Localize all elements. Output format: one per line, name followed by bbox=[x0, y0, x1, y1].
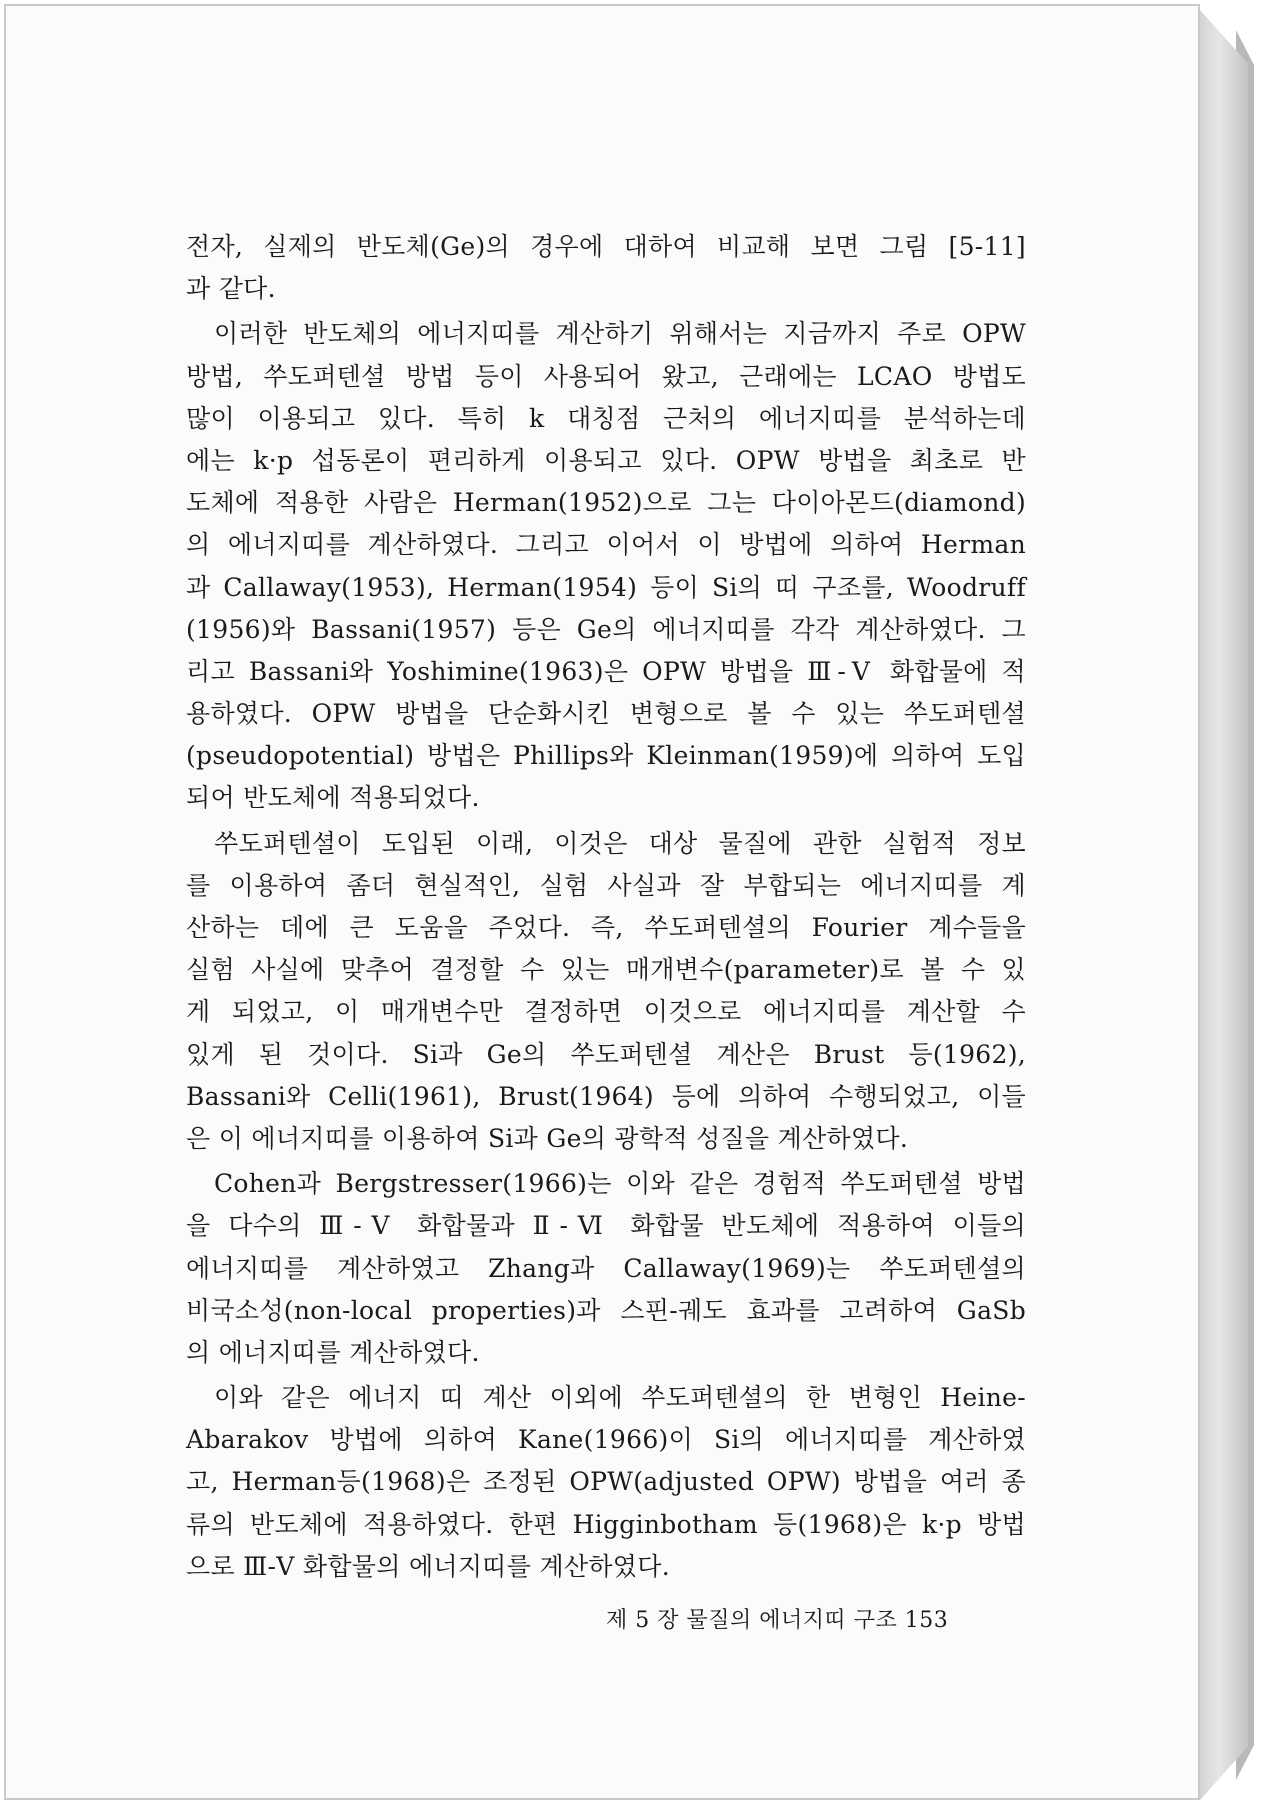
text-line: 도체에 적용한 사람은 Herman(1952)으로 그는 다이아몬드(diamond) bbox=[186, 488, 1026, 518]
page-edge bbox=[1200, 10, 1248, 1800]
text-line: 에너지띠를 계산하였고 Zhang과 Callaway(1969)는 쑤도퍼텐셜의 bbox=[186, 1253, 1026, 1283]
text-line: 용하였다. OPW 방법을 단순화시킨 변형으로 볼 수 있는 쑤도퍼텐셜 bbox=[186, 699, 1026, 729]
text-line: 실험 사실에 맞추어 결정할 수 있는 매개변수(parameter)로 볼 수 있 bbox=[186, 955, 1026, 985]
text-line: 의 에너지띠를 계산하였다. 그리고 이어서 이 방법에 의하여 Herman bbox=[186, 530, 1026, 560]
paragraph-first-line: 이와 같은 에너지 띠 계산 이외에 쑤도퍼텐셜의 한 변형인 Heine- bbox=[214, 1383, 1026, 1413]
text-line: 은 이 에너지띠를 이용하여 Si과 Ge의 광학적 성질을 계산하였다. bbox=[186, 1123, 909, 1153]
text-line: 게 되었고, 이 매개변수만 결정하면 이것으로 에너지띠를 계산할 수 bbox=[186, 997, 1026, 1027]
paragraph-first-line: Cohen과 Bergstresser(1966)는 이와 같은 경험적 쑤도퍼텐셜 방법 bbox=[214, 1169, 1026, 1199]
text-line: 과 같다. bbox=[186, 274, 276, 304]
text-line: 있게 된 것이다. Si과 Ge의 쑤도퍼텐셜 계산은 Brust 등(1962), bbox=[186, 1039, 1026, 1069]
text-line: 전자, 실제의 반도체(Ge)의 경우에 대하여 비교해 보면 그림 [5-11] bbox=[186, 232, 1026, 261]
text-line: 비국소성(non-local properties)과 스핀-궤도 효과를 고려하여 GaSb bbox=[186, 1295, 1026, 1325]
text-line: 많이 이용되고 있다. 특히 k 대칭점 근처의 에너지띠를 분석하는데 bbox=[186, 403, 1026, 433]
text-line: 방법, 쑤도퍼텐셜 방법 등이 사용되어 왔고, 근래에는 LCAO 방법도 bbox=[186, 361, 1026, 391]
paragraph-first-line: 이러한 반도체의 에너지띠를 계산하기 위해서는 지금까지 주로 OPW bbox=[214, 319, 1026, 349]
text-line: 으로 Ⅲ-Ⅴ 화합물의 에너지띠를 계산하였다. bbox=[186, 1551, 670, 1581]
running-footer: 제 5 장 물질의 에너지띠 구조 153 bbox=[606, 1608, 949, 1633]
text-line: Bassani와 Celli(1961), Brust(1964) 등에 의하여 수행되었고, 이들 bbox=[186, 1081, 1026, 1111]
text-line: (1956)와 Bassani(1957) 등은 Ge의 에너지띠를 각각 계산하였다. 그 bbox=[186, 614, 1026, 644]
text-line: 를 이용하여 좀더 현실적인, 실험 사실과 잘 부합되는 에너지띠를 계 bbox=[186, 870, 1026, 900]
text-line: 에는 k·p 섭동론이 편리하게 이용되고 있다. OPW 방법을 최초로 반 bbox=[186, 445, 1026, 475]
text-line: 산하는 데에 큰 도움을 주었다. 즉, 쑤도퍼텐셜의 Fourier 계수들을 bbox=[186, 913, 1026, 942]
body-text bbox=[186, 226, 1026, 1588]
text-line: 과 Callaway(1953), Herman(1954) 등이 Si의 띠 구조를, Woodruff bbox=[186, 572, 1027, 602]
text-line: 의 에너지띠를 계산하였다. bbox=[186, 1337, 480, 1367]
text-line: (pseudopotential) 방법은 Phillips와 Kleinman(1959)에 의하여 도입 bbox=[186, 741, 1026, 771]
text-line: 고, Herman등(1968)은 조정된 OPW(adjusted OPW) 방법을 여러 종 bbox=[186, 1467, 1026, 1497]
text-line: 리고 Bassani와 Yoshimine(1963)은 OPW 방법을 Ⅲ-Ⅴ 화합물에 적 bbox=[186, 656, 1026, 686]
text-line: 을 다수의 Ⅲ-Ⅴ 화합물과 Ⅱ-Ⅵ 화합물 반도체에 적용하여 이들의 bbox=[186, 1211, 1026, 1241]
text-line: 되어 반도체에 적용되었다. bbox=[186, 783, 480, 813]
text-line: 류의 반도체에 적용하였다. 한편 Higginbotham 등(1968)은 k·p 방법 bbox=[186, 1509, 1026, 1539]
paragraph-first-line: 쑤도퍼텐셜이 도입된 이래, 이것은 대상 물질에 관한 실험적 정보 bbox=[214, 828, 1026, 858]
text-line: Abarakov 방법에 의하여 Kane(1966)이 Si의 에너지띠를 계산하였 bbox=[186, 1425, 1026, 1455]
